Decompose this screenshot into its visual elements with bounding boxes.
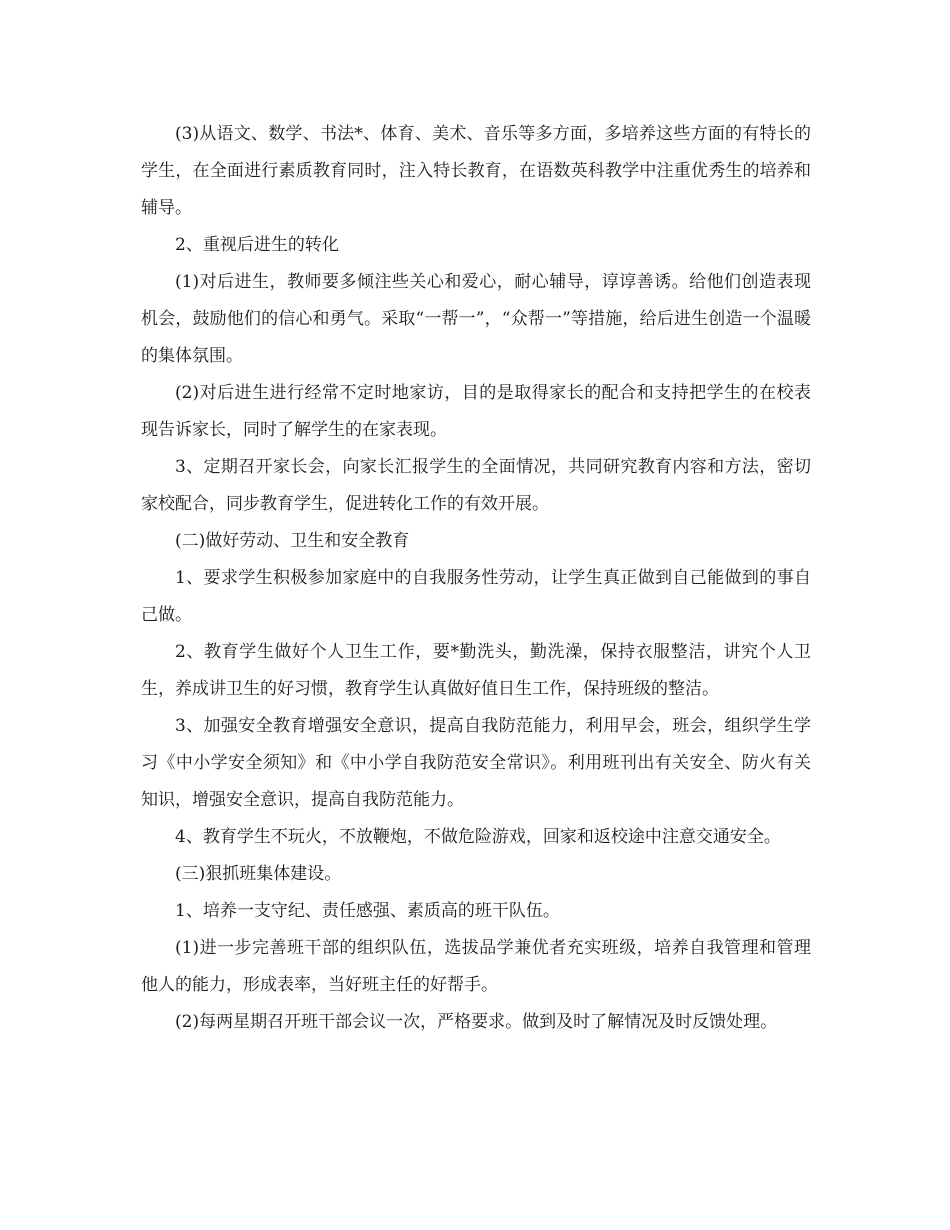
paragraph: 1、要求学生积极参加家庭中的自我服务性劳动，让学生真正做到自己能做到的事自己做。 [141, 568, 811, 625]
paragraph: 4、教育学生不玩火，不放鞭炮，不做危险游戏，回家和返校途中注意交通安全。 [175, 827, 781, 847]
paragraph: (2)对后进生进行经常不定时地家访，目的是取得家长的配合和支持把学生的在校表现告诉家长，同时了解学生的在家表现。 [141, 383, 811, 440]
paragraph: (1)对后进生，教师要多倾注些关心和爱心，耐心辅导，谆谆善诱。给他们创造表现机会，鼓励他们的信心和勇气。采取“一帮一”，“众帮一”等措施，给后进生创造一个温暖的集体氛围。 [141, 272, 811, 366]
paragraph: 2、教育学生做好个人卫生工作，要*勤洗头，勤洗澡，保持衣服整洁，讲究个人卫生，养成讲卫生的好习惯，教育学生认真做好值日生工作，保持班级的整洁。 [141, 642, 811, 699]
paragraph: (3)从语文、数学、书法*、体育、美术、音乐等多方面，多培养这些方面的有特长的学生，在全面进行素质教育同时，注入特长教育，在语数英科教学中注重优秀生的培养和辅导。 [141, 124, 811, 218]
document-body [141, 116, 811, 1041]
paragraph: 1、培养一支守纪、责任感强、素质高的班干队伍。 [175, 901, 560, 921]
paragraph: 2、重视后进生的转化 [175, 235, 339, 255]
paragraph: (2)每两星期召开班干部会议一次，严格要求。做到及时了解情况及时反馈处理。 [175, 1012, 778, 1032]
paragraph: (1)进一步完善班干部的组织队伍，选拔品学兼优者充实班级，培养自我管理和管理他人的能力，形成表率，当好班主任的好帮手。 [141, 938, 811, 995]
paragraph: (二)做好劳动、卫生和安全教育 [175, 531, 410, 551]
paragraph: 3、定期召开家长会，向家长汇报学生的全面情况，共同研究教育内容和方法，密切家校配合，同步教育学生，促进转化工作的有效开展。 [141, 457, 811, 514]
paragraph: 3、加强安全教育增强安全意识，提高自我防范能力，利用早会，班会，组织学生学习《中小学安全须知》和《中小学自我防范安全常识》。利用班刊出有关安全、防火有关知识，增强安全意识，提高自我防范能力。 [141, 716, 811, 810]
paragraph: (三)狠抓班集体建设。 [175, 864, 342, 884]
